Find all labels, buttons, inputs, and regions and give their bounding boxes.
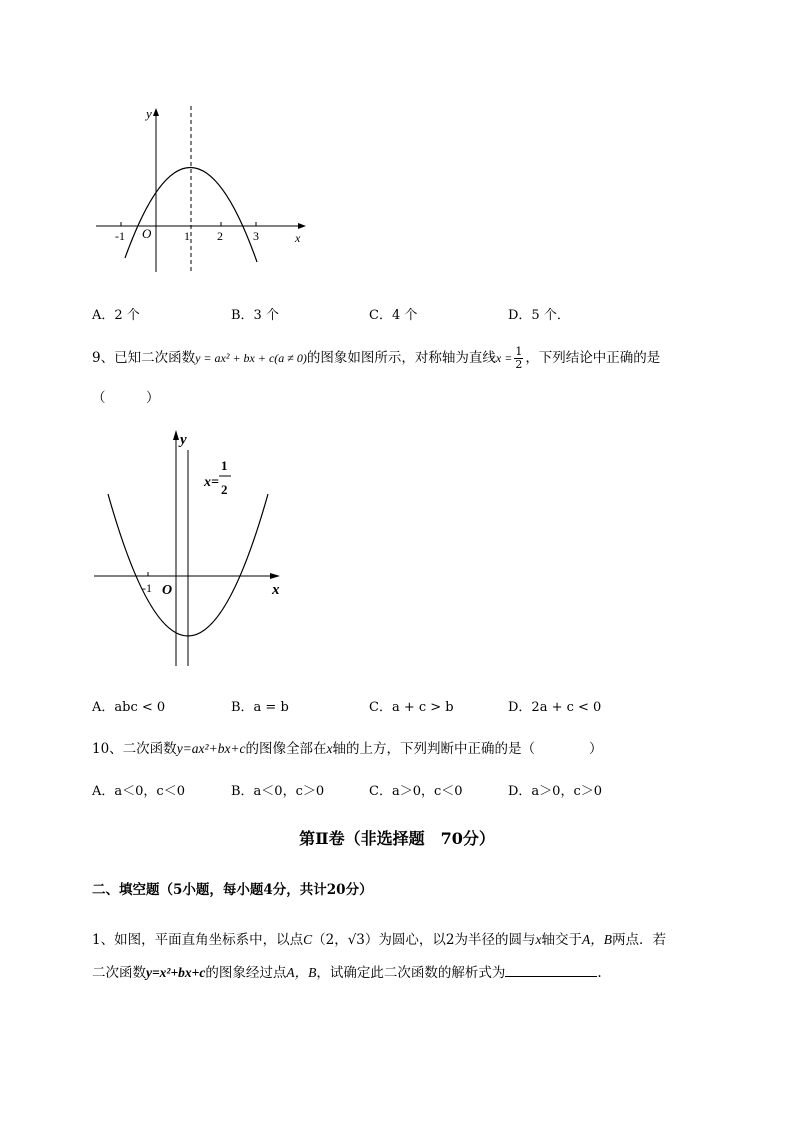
q9-mid: 的图象如图所示，对称轴为直线 — [306, 350, 496, 366]
section-subtitle: 二、填空题（5小题，每小题4分，共计20分） — [92, 882, 373, 898]
fill1-text-a: 1、如图，平面直角坐标系中，以点 — [92, 932, 304, 948]
fill1-points-ab: A，B — [581, 932, 612, 947]
graph-2-axis-label-num: 1 — [221, 458, 228, 473]
q9-axis-eq: x = — [495, 351, 513, 365]
q8-option-a: A．2 个 — [92, 308, 140, 323]
q9-stem — [92, 346, 660, 371]
graph-1-origin-label: O — [142, 226, 152, 241]
q9-prefix: 9、已知二次函数 — [92, 350, 196, 366]
fill1-coord: （2，√3） — [312, 932, 379, 948]
q9-frac-num: 1 — [515, 345, 523, 358]
fill1-answer-blank[interactable] — [505, 964, 597, 977]
fill1-text-d: 两点．若 — [611, 932, 666, 948]
fill1-point-c: C — [303, 932, 313, 947]
q10-option-d: D．a＞0，c＞0 — [508, 784, 602, 799]
fill1-period: . — [597, 965, 602, 981]
q10-var-x: x — [326, 741, 333, 756]
fill1-line-1 — [92, 928, 666, 948]
q9-suffix: ，下列结论中正确的是 — [525, 350, 661, 366]
q10-stem — [92, 737, 603, 757]
graph-2-axis-label-den: 2 — [221, 482, 228, 497]
section-title: 第Ⅱ卷（非选择题 70分） — [299, 829, 495, 848]
q9-option-d: D．2a + c < 0 — [508, 700, 602, 715]
fill1-text-e: 二次函数 — [92, 965, 146, 981]
q9-option-b: B．a = b — [231, 700, 289, 715]
graph-1-tick-neg1: -1 — [115, 229, 125, 243]
q10-formula: y=ax²+bx+c — [176, 741, 246, 756]
graph-2-origin-label: O — [162, 583, 173, 598]
q9-option-a: A．abc < 0 — [92, 700, 166, 715]
fill1-points-ab-2: A，B — [286, 965, 317, 980]
graph-1-tick-3: 3 — [253, 229, 259, 243]
q9-paren: （ ） — [92, 390, 160, 406]
q10-text-c: 轴的上方，下列判断中正确的是（ ） — [332, 741, 603, 757]
fill1-text-g: ，试确定此二次函数的解析式为 — [316, 965, 506, 981]
graph-2-x-label: x — [272, 582, 280, 598]
fill1-formula: y=x²+bx+c — [146, 965, 206, 980]
q10-option-a: A．a＜0，c＜0 — [92, 784, 185, 799]
q10-text-a: 10、二次函数 — [92, 741, 177, 757]
graph-1-tick-1: 1 — [184, 229, 190, 243]
q9-option-c: C．a + c > b — [369, 700, 454, 715]
fill1-text-c: 轴交于 — [541, 932, 582, 948]
graph-2-axis-label-x: x= — [204, 475, 219, 490]
graph-2 — [90, 428, 300, 673]
q8-option-d: D．5 个． — [508, 308, 570, 323]
graph-1-y-label: y — [146, 106, 152, 121]
graph-1 — [90, 100, 320, 280]
graph-1-x-label: x — [295, 231, 301, 245]
fill1-text-f: 的图象经过点 — [205, 965, 287, 981]
q8-option-b: B．3 个 — [231, 308, 279, 323]
fill1-var-x: x — [535, 932, 542, 947]
fill1-line-2 — [92, 961, 602, 981]
q9-frac-den: 2 — [515, 358, 523, 371]
q10-text-b: 的图像全部在 — [245, 741, 327, 757]
q10-option-b: B．a＜0，c＞0 — [231, 784, 325, 799]
graph-1-tick-2: 2 — [217, 229, 223, 243]
graph-2-tick-neg1: -1 — [142, 581, 152, 595]
q9-formula: y = ax² + bx + c(a ≠ 0) — [195, 351, 307, 365]
graph-2-y-label: y — [180, 432, 187, 448]
q9-fraction — [514, 346, 523, 371]
q10-option-c: C．a＞0，c＜0 — [369, 784, 463, 799]
fill1-text-b: 为圆心，以2为半径的圆与 — [378, 932, 536, 948]
q8-option-c: C．4 个 — [369, 308, 418, 323]
